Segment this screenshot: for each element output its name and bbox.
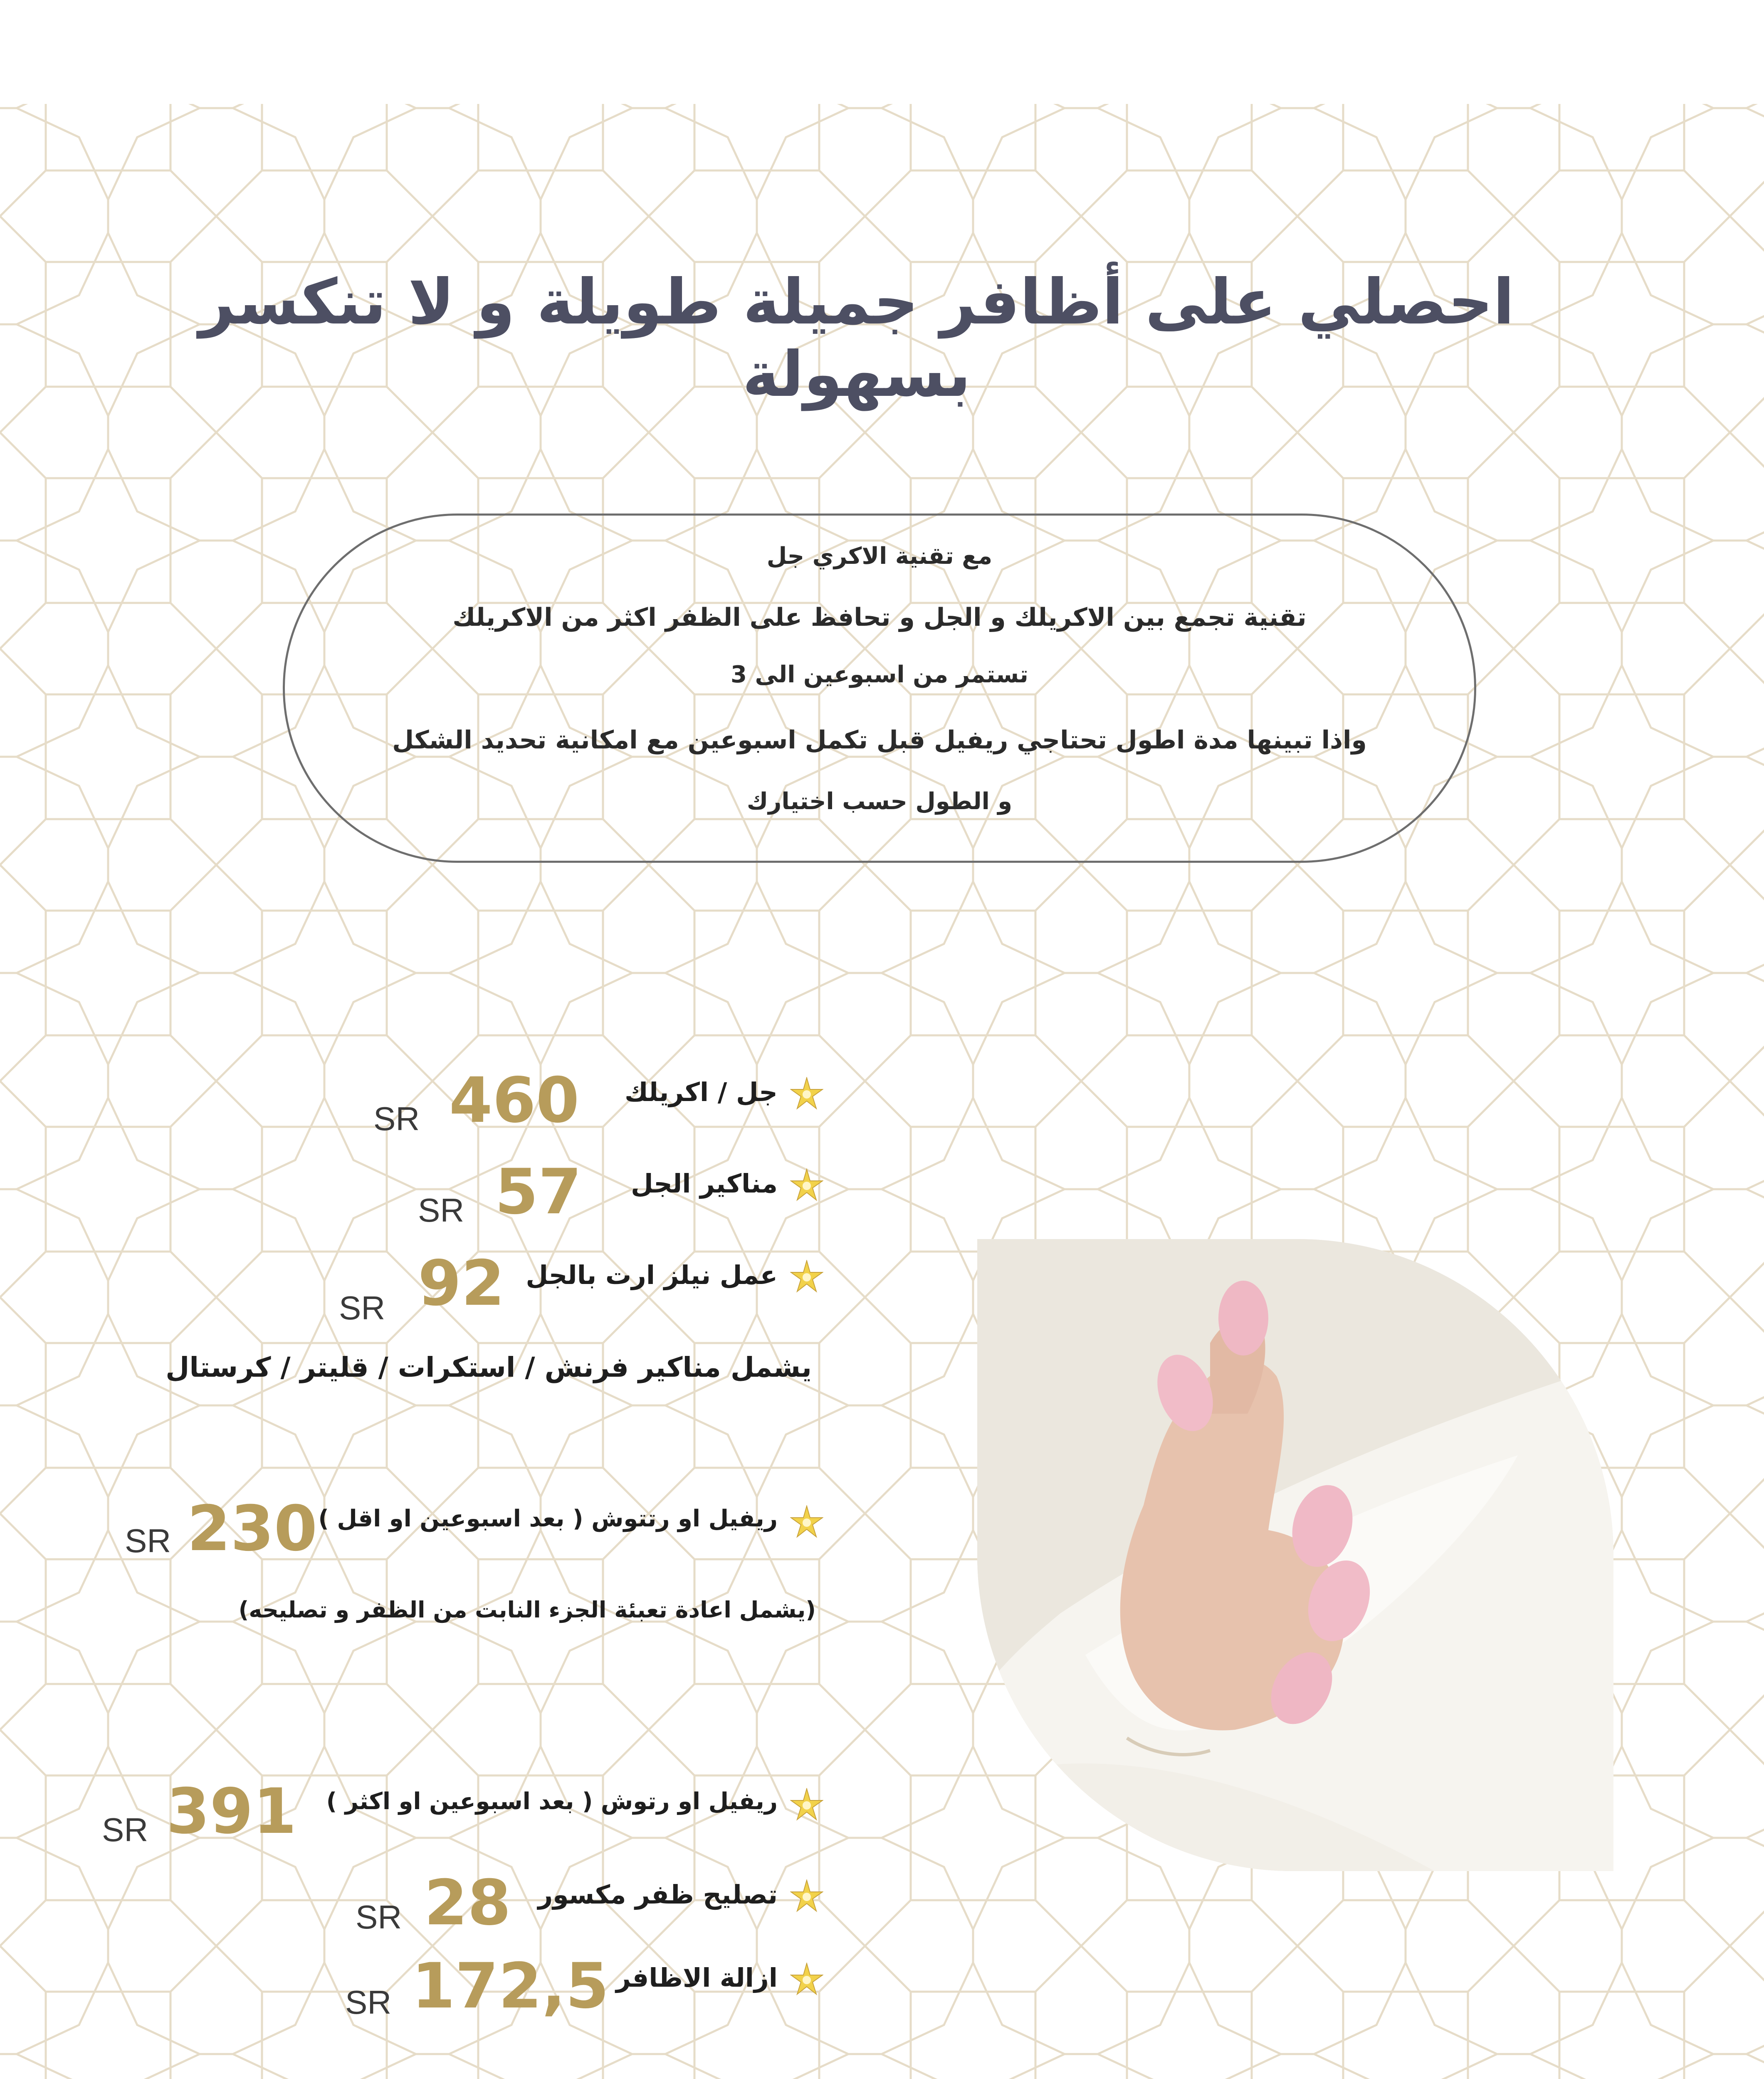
star-icon [790,1879,823,1913]
star-icon [790,1963,823,1996]
manicure-photo [977,1239,1613,1871]
star-icon [790,1505,823,1538]
info-line-shape-choice: و الطول حسب اختيارك [746,788,1013,815]
currency-label: SR [418,1192,464,1229]
refill-includes-note: (يشمل اعادة تعبئة الجزء النابت من الظفر و تصليحه) [238,1597,816,1623]
price-value: 391 [166,1775,297,1848]
price-value: 57 [495,1156,582,1228]
info-box [283,514,1476,863]
price-row-gel-acrylic [366,1064,823,1160]
star-icon [790,1077,823,1110]
nail-art-includes-note: يشمل مناكير فرنش / استكرات / قليتر / كرستال [166,1351,812,1383]
price-label: ريفيل او رتوش ( بعد اسبوعين او اكثر ) [326,1788,778,1815]
price-value: 230 [187,1493,318,1565]
price-value: 460 [449,1064,580,1137]
info-line-refill-advice: واذا تبينها مدة اطول تحتاجي ريفيل قبل تكمل اسبوعين مع امكانية تحديد الشكل [392,726,1367,755]
headline: احصلي على أظافر جميلة طويلة و لا تنكسر بسهولة [199,266,1514,411]
price-label: ازالة الاظافر [616,1963,778,1993]
currency-label: SR [125,1522,171,1559]
star-icon [790,1260,823,1293]
price-label: تصليح ظفر مكسور [538,1879,778,1910]
price-row-nail-removal [345,1950,823,2046]
price-row-nail-art [337,1247,823,1343]
star-icon [790,1788,823,1821]
star-icon [790,1168,823,1202]
info-line-technique: مع تقنية الاكري جل [766,543,993,570]
currency-label: SR [356,1899,402,1936]
info-line-duration: تستمر من اسبوعين الى 3 [731,661,1028,688]
price-row-refill-short [121,1493,823,1588]
price-row-refill-long [100,1775,823,1871]
price-value: 172,5 [412,1950,609,2022]
currency-label: SR [339,1289,385,1326]
price-label: ريفيل او رتتوش ( بعد اسبوعين او اقل ) [318,1505,778,1532]
price-label: جل / اكريلك [624,1077,778,1107]
price-label: عمل نيلز ارت بالجل [526,1260,778,1290]
currency-label: SR [345,1984,392,2021]
currency-label: SR [102,1811,148,1848]
price-value: 28 [424,1867,511,1939]
price-label: مناكير الجل [630,1168,778,1199]
info-line-description: تقنية تجمع بين الاكريلك و الجل و تحافظ على الظفر اكثر من الاكريلك [452,603,1307,632]
price-row-gel-manicure [414,1156,823,1252]
currency-label: SR [373,1100,420,1137]
price-value: 92 [418,1247,505,1320]
